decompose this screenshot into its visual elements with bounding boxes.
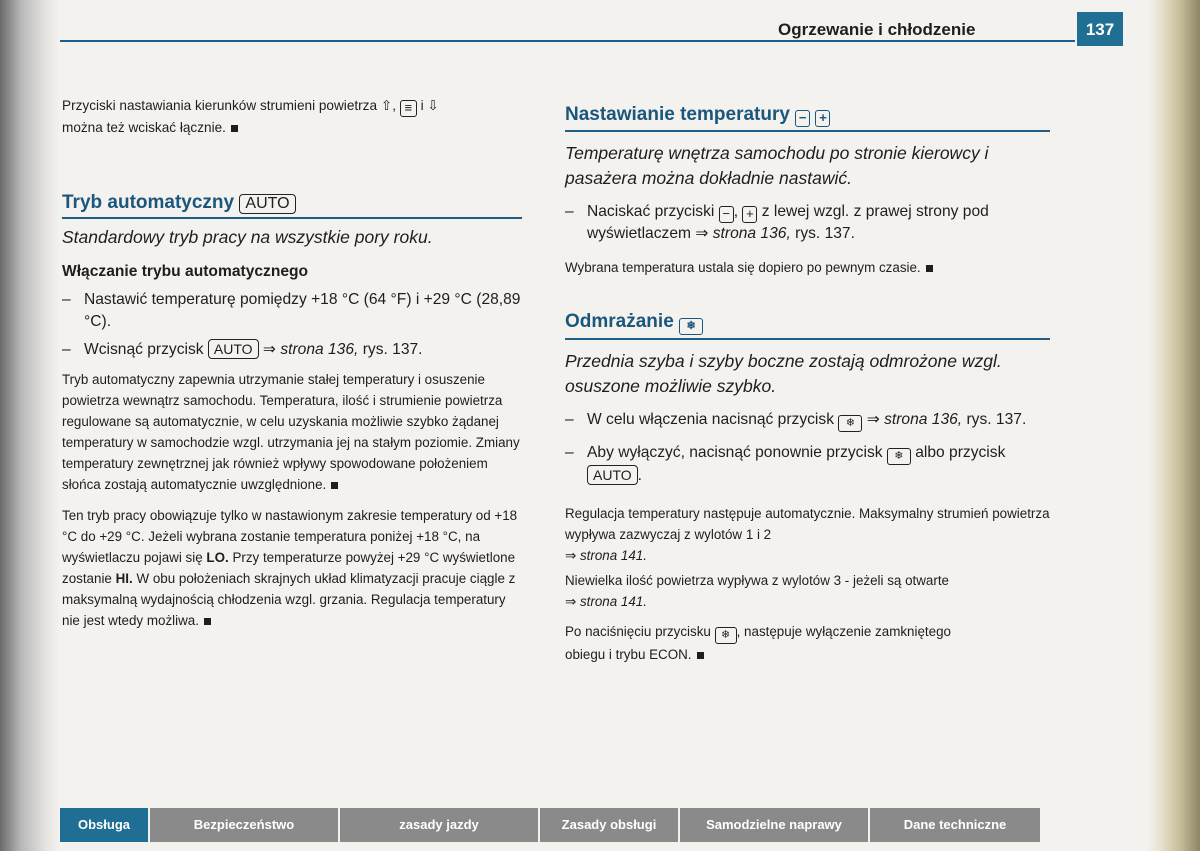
end-mark bbox=[697, 652, 704, 659]
section-rule bbox=[565, 130, 1050, 132]
section-rule bbox=[565, 338, 1050, 340]
footer-tabs bbox=[60, 808, 1140, 842]
defrost-button-icon: ❄ bbox=[679, 318, 703, 335]
defrost-step: – W celu włączenia nacisnąć przycisk ❄ ⇒ strona 136, rys. 137. bbox=[565, 409, 1050, 432]
defrost-step: – Aby wyłączyć, nacisnąć ponownie przycisk ❄ albo przycisk AUTO . bbox=[565, 444, 1006, 484]
minus-button-icon: − bbox=[719, 206, 734, 223]
tab-samodzielne-naprawy[interactable]: Samodzielne naprawy bbox=[680, 808, 870, 842]
defrost-heading: Odmrażanie ❄ bbox=[565, 311, 1050, 335]
small-air-text: Niewielka ilość powietrza wypływa z wylotów 3 - jeżeli są otwarte ⇒ strona 141. bbox=[565, 573, 950, 609]
book-spine-shadow bbox=[0, 0, 60, 851]
defrost-button-icon: ❄ bbox=[887, 448, 911, 465]
end-mark bbox=[204, 618, 211, 625]
step-item: – Wcisnąć przycisk AUTO ⇒ strona 136, rys. 137. bbox=[62, 341, 423, 358]
running-header: Ogrzewanie i chłodzenie bbox=[778, 20, 976, 39]
temperature-lead: Temperaturę wnętrza samochodu po stronie kierowcy i pasażera można dokładnie nastawić. bbox=[565, 143, 989, 188]
end-mark bbox=[926, 265, 933, 272]
intro-paragraph: Przyciski nastawiania kierunków strumieni powietrza ⇧, ≡ i ⇩ można też wciskać łącznie. bbox=[62, 98, 439, 135]
page-edge bbox=[1148, 0, 1200, 851]
auto-description: Tryb automatyczny zapewnia utrzymanie stałej temperatury i osuszenie powietrza wewnątrz samochodu. Temperatura, ilość i strumienie powietrza regulowane są automatycznie, w celu uzyskania możliwie szybko żądanej temperatury w samochodzie wzgl. utrzymania jej na stałym poziomie. Zmiany temperatury zewnętrznej jak również wpływy spowodowane położeniem słońca zostają automatycznie uwzględnione. bbox=[62, 372, 520, 492]
auto-button-symbol: AUTO bbox=[208, 339, 259, 359]
arrow-up-icon: ⇧, bbox=[380, 98, 396, 113]
end-mark bbox=[231, 125, 238, 132]
arrow-down-icon: ⇩ bbox=[427, 98, 439, 113]
tab-obsluga[interactable]: Obsługa bbox=[60, 808, 150, 842]
page-number: 137 bbox=[1077, 12, 1123, 46]
header-rule bbox=[60, 40, 1075, 42]
right-column bbox=[565, 104, 1050, 665]
temperature-step: – Naciskać przyciski − , + z lewej wzgl. z prawej strony pod wyświetlaczem ⇒ strona 136, rys. 137. bbox=[565, 203, 989, 242]
enable-heading: Włączanie trybu automatycznego bbox=[62, 263, 309, 280]
after-press-text: Po naciśnięciu przycisku ❄ , następuje wyłączenie zamkniętego obiegu i trybu ECON. bbox=[565, 624, 951, 662]
conjunction: i bbox=[420, 98, 424, 113]
auto-lead: Standardowy tryb pracy na wszystkie pory roku. bbox=[62, 227, 433, 247]
tab-dane-techniczne[interactable]: Dane techniczne bbox=[870, 808, 1040, 842]
tab-zasady-jazdy[interactable]: zasady jazdy bbox=[340, 808, 540, 842]
temperature-heading: Nastawianie temperatury − + bbox=[565, 104, 1050, 127]
plus-button-icon: + bbox=[742, 206, 757, 223]
temperature-note: Wybrana temperatura ustala się dopiero po pewnym czasie. bbox=[565, 257, 1050, 278]
plus-button-icon: + bbox=[815, 110, 830, 127]
minus-button-icon: − bbox=[795, 110, 810, 127]
regulation-text: Regulacja temperatury następuje automatycznie. Maksymalny strumień powietrza wypływa zazwyczaj z wylotów 1 i 2 ⇒ strona 141. bbox=[565, 506, 1050, 563]
section-rule bbox=[62, 217, 522, 219]
auto-button-symbol: AUTO bbox=[239, 194, 295, 214]
end-mark bbox=[331, 482, 338, 489]
panel-icon: ≡ bbox=[400, 100, 417, 117]
defrost-button-icon: ❄ bbox=[838, 415, 862, 432]
left-column bbox=[62, 95, 522, 631]
defrost-lead: Przednia szyba i szyby boczne zostają odmrożone wzgl. osuszone możliwie szybko. bbox=[565, 351, 1002, 396]
tab-bezpieczenstwo[interactable]: Bezpieczeństwo bbox=[150, 808, 340, 842]
tab-zasady-obslugi[interactable]: Zasady obsługi bbox=[540, 808, 680, 842]
range-description: Ten tryb pracy obowiązuje tylko w nastawionym zakresie temperatury od +18 °C do +29 °C. Jeżeli wybrana zostanie temperatura poniżej +18 °C, na wyświetlaczu pojawi się LO. Przy temperaturze powyżej +29 °C wyświetlone zostanie HI. W obu położeniach skrajnych układ klimatyzacji pracuje ciągle z maksymalną wydajnością chłodzenia wzgl. grzania. Regulacja temperatury nie jest wtedy możliwa. bbox=[62, 508, 518, 628]
auto-heading: Tryb automatyczny AUTO bbox=[62, 192, 522, 214]
step-item: – Nastawić temperaturę pomiędzy +18 °C (64 °F) i +29 °C (28,89 °C). bbox=[62, 291, 521, 330]
auto-button-symbol: AUTO bbox=[587, 465, 638, 485]
defrost-button-icon: ❄ bbox=[715, 627, 737, 644]
auto-section bbox=[62, 192, 522, 631]
